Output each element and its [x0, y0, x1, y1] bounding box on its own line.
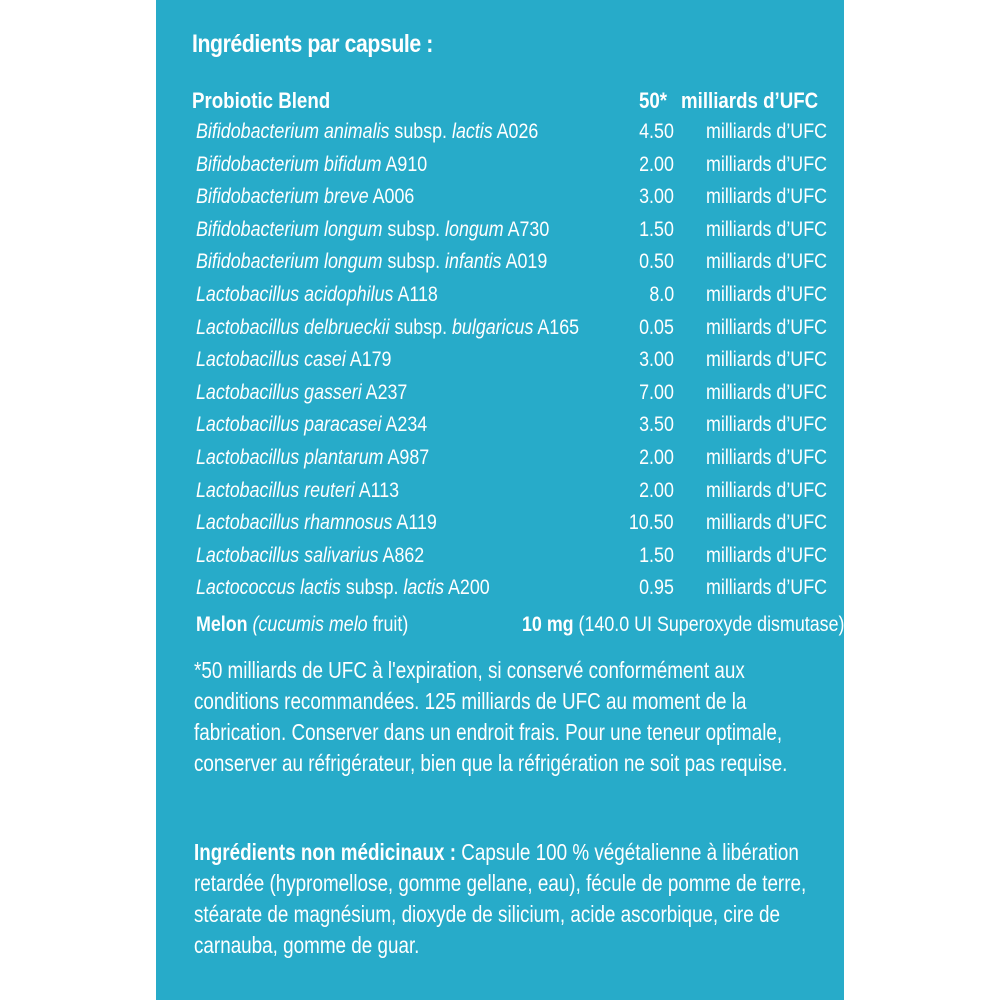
strain-row	[156, 573, 844, 603]
melon-row	[156, 610, 844, 640]
strain-name: Lactobacillus reuteri A113	[196, 479, 400, 502]
strain-row	[156, 378, 844, 408]
blend-header-row	[156, 86, 844, 116]
strain-unit: milliards d’UFC	[706, 446, 828, 469]
strain-unit: milliards d’UFC	[706, 348, 828, 371]
strain-name: Bifidobacterium longum subsp. infantis A019	[196, 250, 548, 273]
label-panel	[156, 0, 844, 1000]
blend-value: 50*	[638, 88, 667, 113]
strain-name: Lactobacillus delbrueckii subsp. bulgaricus A165	[196, 316, 580, 339]
strain-name: Bifidobacterium longum subsp. longum A730	[196, 218, 550, 241]
strain-row	[156, 247, 844, 277]
melon-dose: 10 mg (140.0 UI Superoxyde dismutase)	[522, 613, 845, 636]
strain-name: Lactobacillus rhamnosus A119	[196, 511, 437, 534]
strain-row	[156, 508, 844, 538]
strain-row	[156, 541, 844, 571]
strain-unit: milliards d’UFC	[706, 283, 828, 306]
strain-unit: milliards d’UFC	[706, 120, 828, 143]
strain-value: 0.95	[639, 576, 674, 599]
strain-name: Lactobacillus gasseri A237	[196, 381, 408, 404]
strain-value: 2.00	[639, 479, 674, 502]
strain-value: 2.00	[639, 153, 674, 176]
strain-name: Lactobacillus acidophilus A118	[196, 283, 438, 306]
strain-value: 3.00	[639, 348, 674, 371]
melon-name: Melon (cucumis melo fruit)	[196, 613, 409, 636]
strain-row	[156, 410, 844, 440]
strain-unit: milliards d’UFC	[706, 413, 828, 436]
strain-value: 2.00	[639, 446, 674, 469]
strain-unit: milliards d’UFC	[706, 544, 828, 567]
strain-unit: milliards d’UFC	[706, 185, 828, 208]
strain-value: 3.00	[639, 185, 674, 208]
strain-unit: milliards d’UFC	[706, 511, 828, 534]
strain-unit: milliards d’UFC	[706, 218, 828, 241]
strain-row	[156, 476, 844, 506]
footnote: *50 milliards de UFC à l'expiration, si conservé conformément aux conditions recommandées. 125 milliards de UFC au moment de la fabrication. Conserver dans un endroit frais. Pour une teneur optimale, conserver au réfrigérateur, bien que la réfrigération ne soit pas requise.	[194, 657, 788, 776]
strain-name: Lactobacillus casei A179	[196, 348, 392, 371]
strain-value: 3.50	[639, 413, 674, 436]
strain-value: 1.50	[639, 218, 674, 241]
blend-unit: milliards d’UFC	[681, 88, 819, 113]
strain-unit: milliards d’UFC	[706, 153, 828, 176]
strain-name: Bifidobacterium breve A006	[196, 185, 415, 208]
strain-row	[156, 313, 844, 343]
strain-row	[156, 345, 844, 375]
blend-name: Probiotic Blend	[192, 88, 331, 113]
strain-name: Lactobacillus plantarum A987	[196, 446, 430, 469]
non-medicinal-label: Ingrédients non médicinaux :	[194, 839, 456, 865]
strain-name: Bifidobacterium animalis subsp. lactis A026	[196, 120, 539, 143]
strain-value: 1.50	[639, 544, 674, 567]
non-medicinal-text: Capsule 100 % végétalienne à libération retardée (hypromellose, gomme gellane, eau), fécule de pomme de terre, stéarate de magnésium, dioxyde de silicium, acide ascorbique, cire de carnauba, gomme de guar.	[194, 839, 807, 958]
strain-unit: milliards d’UFC	[706, 479, 828, 502]
strain-row	[156, 117, 844, 147]
strain-row	[156, 215, 844, 245]
strain-row	[156, 150, 844, 180]
strain-row	[156, 182, 844, 212]
strain-value: 0.05	[639, 316, 674, 339]
strain-name: Lactobacillus paracasei A234	[196, 413, 428, 436]
strain-unit: milliards d’UFC	[706, 381, 828, 404]
non-medicinal-ingredients	[194, 837, 825, 961]
strain-value: 0.50	[639, 250, 674, 273]
strain-unit: milliards d’UFC	[706, 250, 828, 273]
strain-name: Lactococcus lactis subsp. lactis A200	[196, 576, 490, 599]
strain-row	[156, 443, 844, 473]
strain-value: 7.00	[639, 381, 674, 404]
strain-name: Bifidobacterium bifidum A910	[196, 153, 428, 176]
strain-value: 4.50	[639, 120, 674, 143]
strain-row	[156, 280, 844, 310]
strain-unit: milliards d’UFC	[706, 316, 828, 339]
strain-value: 8.0	[649, 283, 674, 306]
section-title: Ingrédients par capsule :	[192, 30, 433, 58]
strain-unit: milliards d’UFC	[706, 576, 828, 599]
strain-name: Lactobacillus salivarius A862	[196, 544, 425, 567]
strain-value: 10.50	[629, 511, 674, 534]
